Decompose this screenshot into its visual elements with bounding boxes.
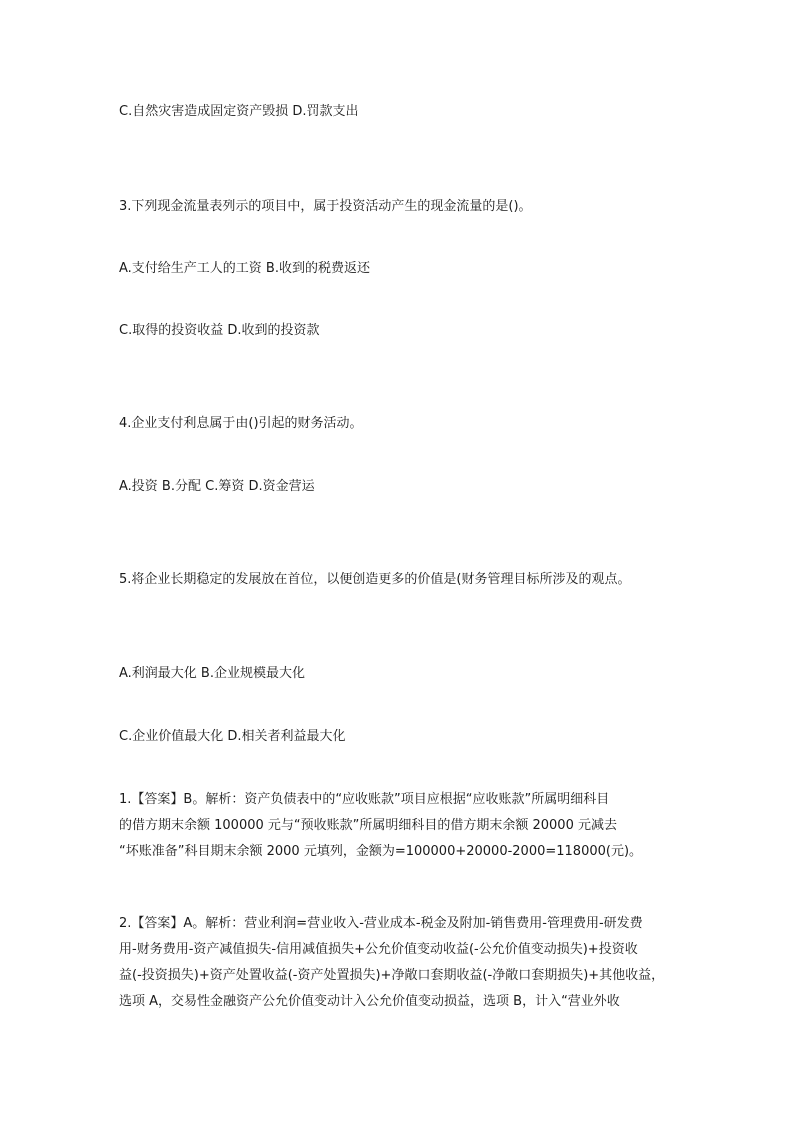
q4-options: A.投资 B.分配 C.筹资 D.资金营运 bbox=[119, 479, 315, 494]
q3-stem: 3.下列现金流量表列示的项目中，属于投资活动产生的现金流量的是()。 bbox=[119, 199, 532, 214]
answer-2-line: 用-财务费用-资产减值损失-信用减值损失+公允价值变动收益(-公允价值变动损失)+投资收 bbox=[119, 942, 638, 957]
q4-stem: 4.企业支付利息属于由()引起的财务活动。 bbox=[119, 416, 363, 431]
answer-2-line: 益(-投资损失)+资产处置收益(-资产处置损失)+净敞口套期收益(-净敞口套期损失)+其他收益， bbox=[119, 968, 665, 983]
q5-stem: 5.将企业长期稳定的发展放在首位，以便创造更多的价值是(财务管理目标所涉及的观点。 bbox=[119, 572, 631, 587]
answer-1-line: “坏账准备”科目期末余额 2000 元填列，金额为=100000+20000-2000=118000(元)。 bbox=[119, 844, 643, 859]
answer-1-line: 的借方期末余额 100000 元与“预收账款”所属明细科目的借方期末余额 20000 元减去 bbox=[119, 818, 617, 833]
q3-options-ab: A.支付给生产工人的工资 B.收到的税费返还 bbox=[119, 261, 370, 276]
q5-options-ab: A.利润最大化 B.企业规模最大化 bbox=[119, 666, 305, 681]
q3-options-cd: C.取得的投资收益 D.收到的投资款 bbox=[119, 323, 320, 338]
q2-options-cd: C.自然灾害造成固定资产毁损 D.罚款支出 bbox=[119, 104, 359, 119]
answer-2-line: 选项 A，交易性金融资产公允价值变动计入公允价值变动损益，选项 B，计入“营业外收 bbox=[119, 994, 620, 1009]
answer-2 bbox=[119, 911, 679, 1015]
answer-1 bbox=[119, 787, 679, 865]
answer-2-line: 2.【答案】A。解析：营业利润=营业收入-营业成本-税金及附加-销售费用-管理费用-研发费 bbox=[119, 916, 643, 931]
answer-1-line: 1.【答案】B。解析：资产负债表中的“应收账款”项目应根据“应收账款”所属明细科目 bbox=[119, 792, 610, 807]
q5-options-cd: C.企业价值最大化 D.相关者利益最大化 bbox=[119, 729, 346, 744]
